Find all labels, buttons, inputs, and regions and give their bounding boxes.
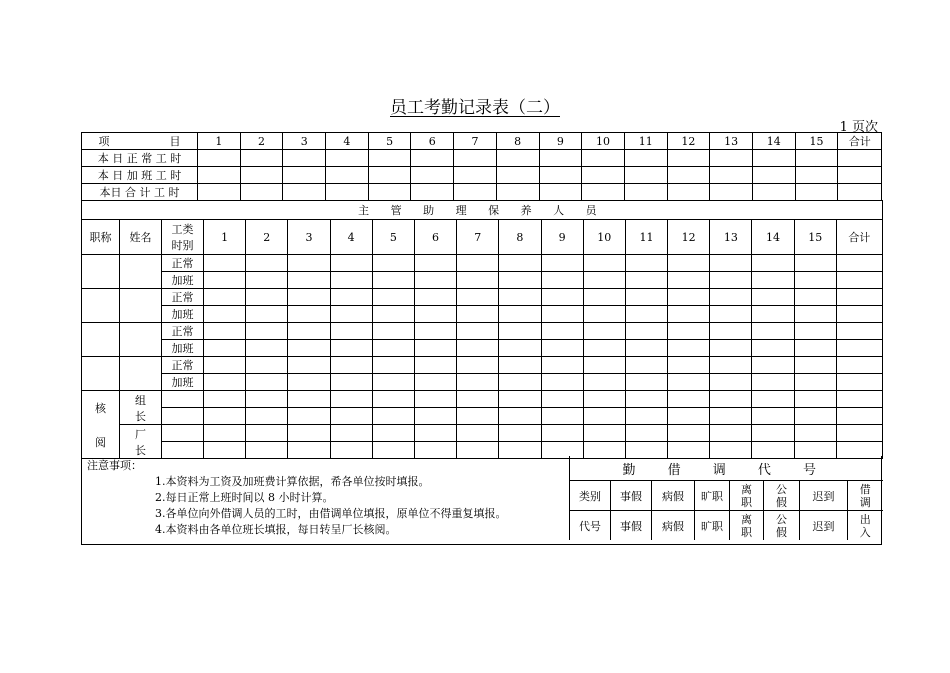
hours-cell[interactable] bbox=[752, 272, 794, 289]
hours-cell[interactable] bbox=[246, 408, 288, 425]
table-row bbox=[82, 289, 883, 306]
day-header: 9 bbox=[541, 220, 583, 255]
position-cell[interactable] bbox=[82, 289, 120, 323]
hours-cell[interactable] bbox=[204, 374, 246, 391]
day-header: 12 bbox=[668, 220, 710, 255]
hours-cell[interactable] bbox=[710, 255, 752, 272]
table-row bbox=[82, 306, 883, 323]
hours-cell[interactable] bbox=[794, 374, 836, 391]
hours-cell[interactable] bbox=[583, 306, 625, 323]
hours-cell[interactable] bbox=[499, 425, 541, 442]
hours-cell[interactable] bbox=[752, 357, 794, 374]
shift-label: 加班 bbox=[162, 374, 204, 391]
notes-heading: 注意事项： bbox=[87, 459, 142, 472]
hours-cell[interactable] bbox=[499, 408, 541, 425]
position-cell[interactable] bbox=[82, 323, 120, 357]
code-cell: 迟到 bbox=[800, 481, 848, 511]
hours-cell[interactable] bbox=[246, 425, 288, 442]
day-header: 13 bbox=[710, 220, 752, 255]
codes-row bbox=[570, 511, 883, 541]
hours-cell[interactable] bbox=[836, 357, 882, 374]
hours-cell[interactable] bbox=[288, 408, 330, 425]
code-cell: 旷职 bbox=[695, 481, 730, 511]
hours-cell[interactable] bbox=[288, 391, 330, 408]
hours-cell[interactable] bbox=[204, 255, 246, 272]
hours-cell[interactable] bbox=[246, 391, 288, 408]
hours-cell[interactable] bbox=[541, 425, 583, 442]
hours-cell[interactable] bbox=[204, 306, 246, 323]
hours-cell[interactable] bbox=[668, 357, 710, 374]
hours-cell[interactable] bbox=[372, 323, 414, 340]
review-row bbox=[82, 408, 883, 425]
daily-hours-table bbox=[81, 132, 882, 201]
page-number: 1 页次 bbox=[839, 120, 878, 135]
code-cell-text: 离 职 bbox=[741, 512, 752, 539]
hours-cell[interactable] bbox=[330, 408, 372, 425]
hours-cell[interactable] bbox=[710, 306, 752, 323]
hours-cell[interactable] bbox=[330, 255, 372, 272]
hours-cell[interactable] bbox=[583, 255, 625, 272]
hours-cell[interactable] bbox=[204, 391, 246, 408]
hours-cell[interactable] bbox=[583, 425, 625, 442]
hours-cell[interactable] bbox=[246, 357, 288, 374]
day-header: 13 bbox=[710, 133, 753, 150]
hours-cell[interactable] bbox=[288, 272, 330, 289]
row-label: 本 日 正 常 工 时 bbox=[82, 150, 198, 167]
total-header: 合计 bbox=[836, 220, 882, 255]
day-header: 7 bbox=[457, 220, 499, 255]
hours-cell[interactable] bbox=[668, 289, 710, 306]
hours-cell[interactable] bbox=[288, 289, 330, 306]
table-row bbox=[82, 184, 882, 201]
hours-cell[interactable] bbox=[752, 323, 794, 340]
hours-cell[interactable] bbox=[710, 408, 752, 425]
hours-cell[interactable] bbox=[668, 272, 710, 289]
hours-cell[interactable] bbox=[330, 374, 372, 391]
hours-cell[interactable] bbox=[668, 306, 710, 323]
review-row bbox=[82, 391, 883, 408]
hours-cell[interactable] bbox=[414, 357, 456, 374]
hours-cell[interactable] bbox=[414, 255, 456, 272]
code-cell: 旷职 bbox=[695, 511, 730, 541]
row-label: 本 日 加 班 工 时 bbox=[82, 167, 198, 184]
day-header: 8 bbox=[496, 133, 539, 150]
hours-cell[interactable] bbox=[836, 340, 882, 357]
hours-cell[interactable] bbox=[499, 272, 541, 289]
leave-codes-table bbox=[569, 456, 883, 540]
hours-cell[interactable] bbox=[330, 306, 372, 323]
hours-cell[interactable] bbox=[668, 323, 710, 340]
day-header: 11 bbox=[624, 133, 667, 150]
day-header: 15 bbox=[795, 133, 838, 150]
codes-header: 勤 借 调 代 号 bbox=[570, 456, 883, 481]
hours-cell[interactable] bbox=[204, 340, 246, 357]
code-cell: 病假 bbox=[652, 481, 695, 511]
hours-cell[interactable] bbox=[372, 255, 414, 272]
hours-cell[interactable] bbox=[836, 374, 882, 391]
row-label: 本日 合 计 工 时 bbox=[82, 184, 198, 201]
table-row bbox=[82, 167, 882, 184]
code-cell-text: 出 入 bbox=[859, 512, 871, 539]
code-cell: 病假 bbox=[652, 511, 695, 541]
code-cell-text: 公 假 bbox=[776, 512, 787, 539]
hours-cell[interactable] bbox=[372, 289, 414, 306]
day-header: 3 bbox=[288, 220, 330, 255]
hours-cell[interactable] bbox=[752, 374, 794, 391]
shift-label: 正常 bbox=[162, 289, 204, 306]
shift-label: 加班 bbox=[162, 306, 204, 323]
day-header: 14 bbox=[752, 133, 795, 150]
position-cell[interactable] bbox=[82, 255, 120, 289]
code-cell: 迟到 bbox=[800, 511, 848, 541]
hours-cell[interactable] bbox=[246, 323, 288, 340]
hours-cell[interactable] bbox=[372, 391, 414, 408]
page-title: 员工考勤记录表（二） bbox=[390, 98, 560, 118]
hours-cell[interactable] bbox=[414, 306, 456, 323]
hours-cell[interactable] bbox=[204, 357, 246, 374]
hours-cell[interactable] bbox=[330, 391, 372, 408]
code-cell-text: 公 假 bbox=[776, 482, 787, 509]
hours-cell[interactable] bbox=[372, 374, 414, 391]
code-cell: 代号 bbox=[570, 511, 611, 541]
hours-cell[interactable] bbox=[625, 255, 667, 272]
day-header: 12 bbox=[667, 133, 710, 150]
hours-cell[interactable] bbox=[204, 425, 246, 442]
hours-cell[interactable] bbox=[499, 391, 541, 408]
hours-cell[interactable] bbox=[583, 272, 625, 289]
hours-cell[interactable] bbox=[541, 408, 583, 425]
hours-cell[interactable] bbox=[541, 391, 583, 408]
code-cell bbox=[848, 481, 883, 511]
hours-cell[interactable] bbox=[372, 272, 414, 289]
hours-cell[interactable] bbox=[794, 289, 836, 306]
hours-cell[interactable] bbox=[288, 306, 330, 323]
table-header-row bbox=[82, 133, 882, 150]
total-header: 合计 bbox=[838, 133, 882, 150]
hours-cell[interactable] bbox=[499, 323, 541, 340]
hours-cell[interactable] bbox=[246, 306, 288, 323]
hours-cell[interactable] bbox=[625, 374, 667, 391]
hours-cell[interactable] bbox=[836, 425, 882, 442]
day-header: 14 bbox=[752, 220, 794, 255]
hours-cell[interactable] bbox=[330, 357, 372, 374]
day-header: 4 bbox=[326, 133, 369, 150]
hours-cell[interactable] bbox=[625, 391, 667, 408]
code-cell-text: 借 调 bbox=[859, 482, 871, 509]
hours-cell[interactable] bbox=[372, 357, 414, 374]
hours-cell[interactable] bbox=[246, 272, 288, 289]
day-header: 10 bbox=[583, 220, 625, 255]
hours-cell[interactable] bbox=[710, 425, 752, 442]
hours-cell[interactable] bbox=[499, 289, 541, 306]
footer-section bbox=[81, 456, 882, 545]
hours-cell[interactable] bbox=[204, 408, 246, 425]
table-row bbox=[82, 150, 882, 167]
table-row bbox=[82, 272, 883, 289]
hours-cell[interactable] bbox=[710, 289, 752, 306]
hours-cell[interactable] bbox=[457, 289, 499, 306]
hours-cell[interactable] bbox=[541, 306, 583, 323]
hours-cell[interactable] bbox=[710, 340, 752, 357]
hours-cell[interactable] bbox=[414, 340, 456, 357]
hours-cell[interactable] bbox=[414, 374, 456, 391]
hours-cell[interactable] bbox=[794, 425, 836, 442]
hours-cell[interactable] bbox=[668, 391, 710, 408]
hours-cell[interactable] bbox=[372, 340, 414, 357]
hours-cell[interactable] bbox=[752, 255, 794, 272]
table-row bbox=[82, 255, 883, 272]
note-item: 4.本资料由各单位班长填报，每日转呈厂长核阅。 bbox=[155, 523, 397, 536]
day-header: 1 bbox=[198, 133, 241, 150]
hours-cell[interactable] bbox=[836, 272, 882, 289]
code-cell bbox=[764, 481, 800, 511]
hours-cell[interactable] bbox=[457, 323, 499, 340]
day-header: 10 bbox=[582, 133, 625, 150]
hours-cell[interactable] bbox=[457, 340, 499, 357]
name-cell[interactable] bbox=[120, 289, 162, 323]
day-header: 5 bbox=[368, 133, 411, 150]
hours-cell[interactable] bbox=[668, 408, 710, 425]
hours-cell[interactable] bbox=[499, 306, 541, 323]
day-header: 15 bbox=[794, 220, 836, 255]
hours-cell[interactable] bbox=[330, 272, 372, 289]
hours-cell[interactable] bbox=[499, 357, 541, 374]
table-row bbox=[82, 340, 883, 357]
hours-cell[interactable] bbox=[710, 323, 752, 340]
position-cell[interactable] bbox=[82, 357, 120, 391]
hours-cell[interactable] bbox=[583, 357, 625, 374]
shift-label: 正常 bbox=[162, 255, 204, 272]
hours-cell[interactable] bbox=[204, 272, 246, 289]
hours-cell[interactable] bbox=[752, 340, 794, 357]
hours-cell[interactable] bbox=[794, 340, 836, 357]
hours-cell[interactable] bbox=[583, 408, 625, 425]
position-header: 职称 bbox=[82, 220, 120, 255]
hours-cell[interactable] bbox=[625, 272, 667, 289]
code-cell: 类别 bbox=[570, 481, 611, 511]
hours-cell[interactable] bbox=[288, 255, 330, 272]
hours-cell[interactable] bbox=[794, 323, 836, 340]
hours-cell[interactable] bbox=[541, 323, 583, 340]
day-header: 7 bbox=[454, 133, 497, 150]
code-cell bbox=[730, 481, 764, 511]
hours-cell[interactable] bbox=[583, 323, 625, 340]
hours-cell[interactable] bbox=[836, 306, 882, 323]
day-header: 6 bbox=[411, 133, 454, 150]
day-header: 8 bbox=[499, 220, 541, 255]
hours-cell[interactable] bbox=[836, 408, 882, 425]
hours-cell[interactable] bbox=[288, 374, 330, 391]
hours-cell[interactable] bbox=[330, 289, 372, 306]
hours-cell[interactable] bbox=[836, 323, 882, 340]
day-header: 6 bbox=[414, 220, 456, 255]
hours-cell[interactable] bbox=[710, 357, 752, 374]
day-header: 3 bbox=[283, 133, 326, 150]
hours-cell[interactable] bbox=[794, 306, 836, 323]
hours-cell[interactable] bbox=[288, 425, 330, 442]
hours-cell[interactable] bbox=[414, 408, 456, 425]
code-cell bbox=[848, 511, 883, 541]
hours-cell[interactable] bbox=[668, 425, 710, 442]
hours-cell[interactable] bbox=[710, 272, 752, 289]
name-cell[interactable] bbox=[120, 255, 162, 289]
hours-cell[interactable] bbox=[668, 340, 710, 357]
code-cell: 事假 bbox=[611, 511, 652, 541]
hours-cell[interactable] bbox=[246, 289, 288, 306]
hours-cell[interactable] bbox=[246, 255, 288, 272]
hours-cell[interactable] bbox=[541, 374, 583, 391]
day-header: 5 bbox=[372, 220, 414, 255]
hours-cell[interactable] bbox=[541, 289, 583, 306]
note-item: 1.本资料为工资及加班费计算依据，希各单位按时填报。 bbox=[155, 475, 430, 488]
day-header: 4 bbox=[330, 220, 372, 255]
day-header: 9 bbox=[539, 133, 582, 150]
hours-cell[interactable] bbox=[752, 391, 794, 408]
hours-cell[interactable] bbox=[625, 306, 667, 323]
hours-cell[interactable] bbox=[541, 255, 583, 272]
hours-cell[interactable] bbox=[414, 425, 456, 442]
hours-cell[interactable] bbox=[457, 408, 499, 425]
hours-cell[interactable] bbox=[288, 357, 330, 374]
hours-cell[interactable] bbox=[625, 323, 667, 340]
hours-cell[interactable] bbox=[625, 408, 667, 425]
day-header: 2 bbox=[240, 133, 283, 150]
leader-label: 组 长 bbox=[120, 391, 162, 425]
hours-cell[interactable] bbox=[414, 391, 456, 408]
section-header-row bbox=[82, 201, 883, 220]
hours-cell[interactable] bbox=[583, 391, 625, 408]
manager-label: 厂 长 bbox=[120, 425, 162, 459]
name-header: 姓名 bbox=[120, 220, 162, 255]
day-header: 11 bbox=[625, 220, 667, 255]
table-row bbox=[82, 374, 883, 391]
code-cell bbox=[730, 511, 764, 541]
hours-cell[interactable] bbox=[836, 289, 882, 306]
hours-cell[interactable] bbox=[583, 289, 625, 306]
staff-attendance-table bbox=[81, 200, 883, 459]
hours-cell[interactable] bbox=[162, 408, 204, 425]
hours-cell[interactable] bbox=[583, 374, 625, 391]
hours-cell[interactable] bbox=[794, 272, 836, 289]
hours-cell[interactable] bbox=[246, 374, 288, 391]
code-cell bbox=[764, 511, 800, 541]
hours-cell[interactable] bbox=[330, 340, 372, 357]
notes bbox=[87, 458, 507, 538]
hours-cell[interactable] bbox=[330, 323, 372, 340]
hours-cell[interactable] bbox=[372, 425, 414, 442]
table-row bbox=[82, 323, 883, 340]
hours-cell[interactable] bbox=[414, 272, 456, 289]
hours-cell[interactable] bbox=[162, 425, 204, 442]
hours-cell[interactable] bbox=[457, 306, 499, 323]
type-header: 工类 时别 bbox=[162, 220, 204, 255]
hours-cell[interactable] bbox=[246, 340, 288, 357]
hours-cell[interactable] bbox=[457, 357, 499, 374]
day-header: 1 bbox=[204, 220, 246, 255]
hours-cell[interactable] bbox=[372, 408, 414, 425]
note-item: 2.每日正常上班时间以 8 小时计算。 bbox=[155, 491, 334, 504]
hours-cell[interactable] bbox=[541, 272, 583, 289]
hours-cell[interactable] bbox=[752, 306, 794, 323]
hours-cell[interactable] bbox=[668, 255, 710, 272]
hours-cell[interactable] bbox=[162, 391, 204, 408]
hours-cell[interactable] bbox=[752, 289, 794, 306]
shift-label: 正常 bbox=[162, 323, 204, 340]
code-cell: 事假 bbox=[611, 481, 652, 511]
hours-cell[interactable] bbox=[288, 340, 330, 357]
hours-cell[interactable] bbox=[499, 374, 541, 391]
hours-cell[interactable] bbox=[710, 374, 752, 391]
hours-cell[interactable] bbox=[457, 425, 499, 442]
hours-cell[interactable] bbox=[499, 255, 541, 272]
hours-cell[interactable] bbox=[625, 340, 667, 357]
table-row bbox=[82, 357, 883, 374]
review-label: 核 阅 bbox=[82, 391, 120, 459]
hours-cell[interactable] bbox=[499, 340, 541, 357]
name-cell[interactable] bbox=[120, 323, 162, 357]
hours-cell[interactable] bbox=[752, 408, 794, 425]
code-cell-text: 离 职 bbox=[741, 482, 752, 509]
shift-label: 加班 bbox=[162, 340, 204, 357]
table-header-row bbox=[82, 220, 883, 255]
hours-cell[interactable] bbox=[794, 408, 836, 425]
hours-cell[interactable] bbox=[625, 425, 667, 442]
hours-cell[interactable] bbox=[288, 323, 330, 340]
note-item: 3.各单位向外借调人员的工时，由借调单位填报，原单位不得重复填报。 bbox=[155, 507, 507, 520]
hours-cell[interactable] bbox=[794, 255, 836, 272]
hours-cell[interactable] bbox=[625, 357, 667, 374]
section-header: 主 管 助 理 保 养 人 员 bbox=[82, 201, 883, 220]
item-header: 项 目 bbox=[82, 133, 198, 150]
hours-cell[interactable] bbox=[204, 323, 246, 340]
hours-cell[interactable] bbox=[541, 357, 583, 374]
hours-cell[interactable] bbox=[457, 272, 499, 289]
hours-cell[interactable] bbox=[836, 255, 882, 272]
hours-cell[interactable] bbox=[330, 425, 372, 442]
hours-cell[interactable] bbox=[794, 391, 836, 408]
name-cell[interactable] bbox=[120, 357, 162, 391]
review-row bbox=[82, 425, 883, 442]
codes-row bbox=[570, 481, 883, 511]
hours-cell[interactable] bbox=[668, 374, 710, 391]
hours-cell[interactable] bbox=[752, 425, 794, 442]
shift-label: 正常 bbox=[162, 357, 204, 374]
hours-cell[interactable] bbox=[583, 340, 625, 357]
hours-cell[interactable] bbox=[710, 391, 752, 408]
day-header: 2 bbox=[246, 220, 288, 255]
shift-label: 加班 bbox=[162, 272, 204, 289]
hours-cell[interactable] bbox=[794, 357, 836, 374]
hours-cell[interactable] bbox=[414, 323, 456, 340]
hours-cell[interactable] bbox=[836, 391, 882, 408]
hours-cell[interactable] bbox=[625, 289, 667, 306]
hours-cell[interactable] bbox=[414, 289, 456, 306]
hours-cell[interactable] bbox=[541, 340, 583, 357]
hours-cell[interactable] bbox=[457, 391, 499, 408]
hours-cell[interactable] bbox=[457, 374, 499, 391]
hours-cell[interactable] bbox=[204, 289, 246, 306]
hours-cell[interactable] bbox=[457, 255, 499, 272]
hours-cell[interactable] bbox=[372, 306, 414, 323]
